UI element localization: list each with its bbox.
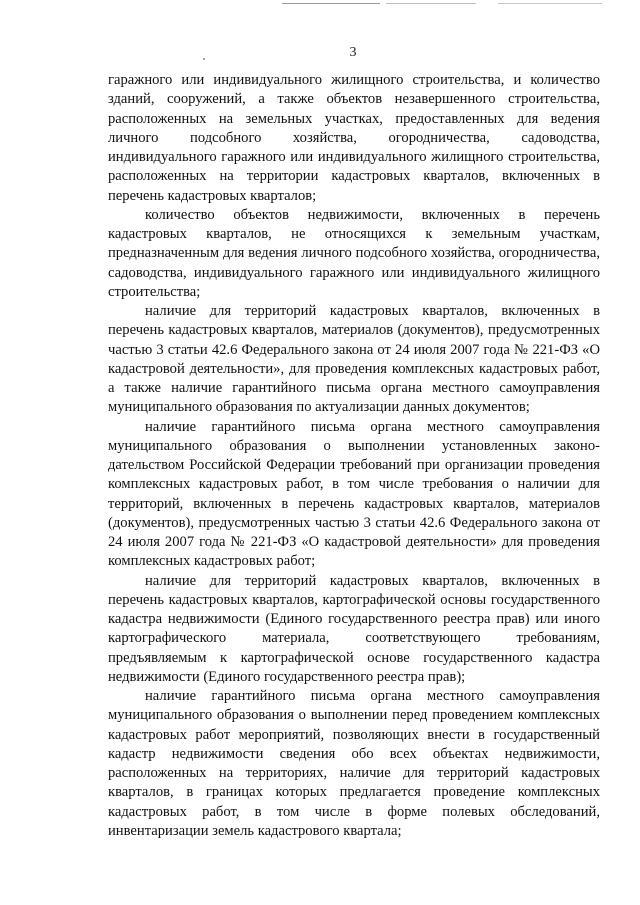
paragraph-materials: наличие для территорий кадастровых кварталов, включенных в перечень кадастровых кварталов, материалов (документов), предусмотренных частью 3 статьи 42.6 Федерального закона от 24 июля 2007 года № 221-ФЗ «О кадастровой деятельности», для проведения комплексных кадастровых работ, а также наличие гарантийного письма органа местного самоуправления муниципального образования по актуализации данных документов; — [108, 303, 600, 416]
scan-speck — [203, 58, 205, 60]
paragraph-guarantee-letter: наличие гарантийного письма органа местного самоуправления муниципального образования о выполнении установленных законо-дательством Российской Федерации требований при организации проведения комплексных кадастровых работ, в том числе требования о наличии для территорий, включенных в перечень кадастровых кварталов, материалов (документов), предусмотренных частью 3 статьи 42.6 Федерального закона от 24 июля 2007 года № 221-ФЗ «О кадастровой деятельности» для проведения комплексных кадастровых работ; — [108, 418, 600, 570]
scan-edge-line — [498, 3, 602, 4]
scan-edge-line — [282, 3, 380, 4]
paragraph-continuation: гаражного или индивидуального жилищного строительства, и количество зданий, сооружений, а также объектов незавершенного строительства, расположенных на земельных участках, предоставленных для ведения личного подсобного хозяйства, огородничества, садоводства, индивидуального гаражного или индивидуального жилищного строительства, расположенных на территории кадастровых кварталов, включенных в перечень кадастровых кварталов; — [108, 72, 600, 204]
paragraph-guarantee-measures: наличие гарантийного письма органа местного самоуправления муниципального образования о выполнении перед проведением комплексных кадастровых работ мероприятий, позволяющих внести в государственный кадастр недвижимости сведения обо всех объектах недвижимости, расположенных на территориях, наличие для территорий кадастровых кварталов, в границах которых предлагается проведение комплексных кадастровых работ, в том числе в форме полевых обследований, инвентаризации земель кадастрового квартала; — [108, 688, 600, 839]
paragraph-cartographic-basis: наличие для территорий кадастровых кварталов, включенных в перечень кадастровых кварталов, картографической основы государственного кадастра недвижимости (Единого государственного реестра прав) или иного картографического материала, соответствующего требованиям, предъявляемым к картографической основе государственного кадастра недвижимости (Единого государственного реестра прав); — [108, 572, 600, 685]
scan-edge-line — [386, 3, 476, 4]
document-body — [108, 71, 600, 841]
page-number: 3 — [349, 45, 357, 60]
paragraph-non-land-objects: количество объектов недвижимости, включенных в перечень кадастровых кварталов, не относящихся к земельным участкам, предназначенным для ведения личного подсобного хозяйства, огородничества, садоводства, индивидуального гаражного или индивидуального жилищного строительства; — [108, 206, 600, 300]
